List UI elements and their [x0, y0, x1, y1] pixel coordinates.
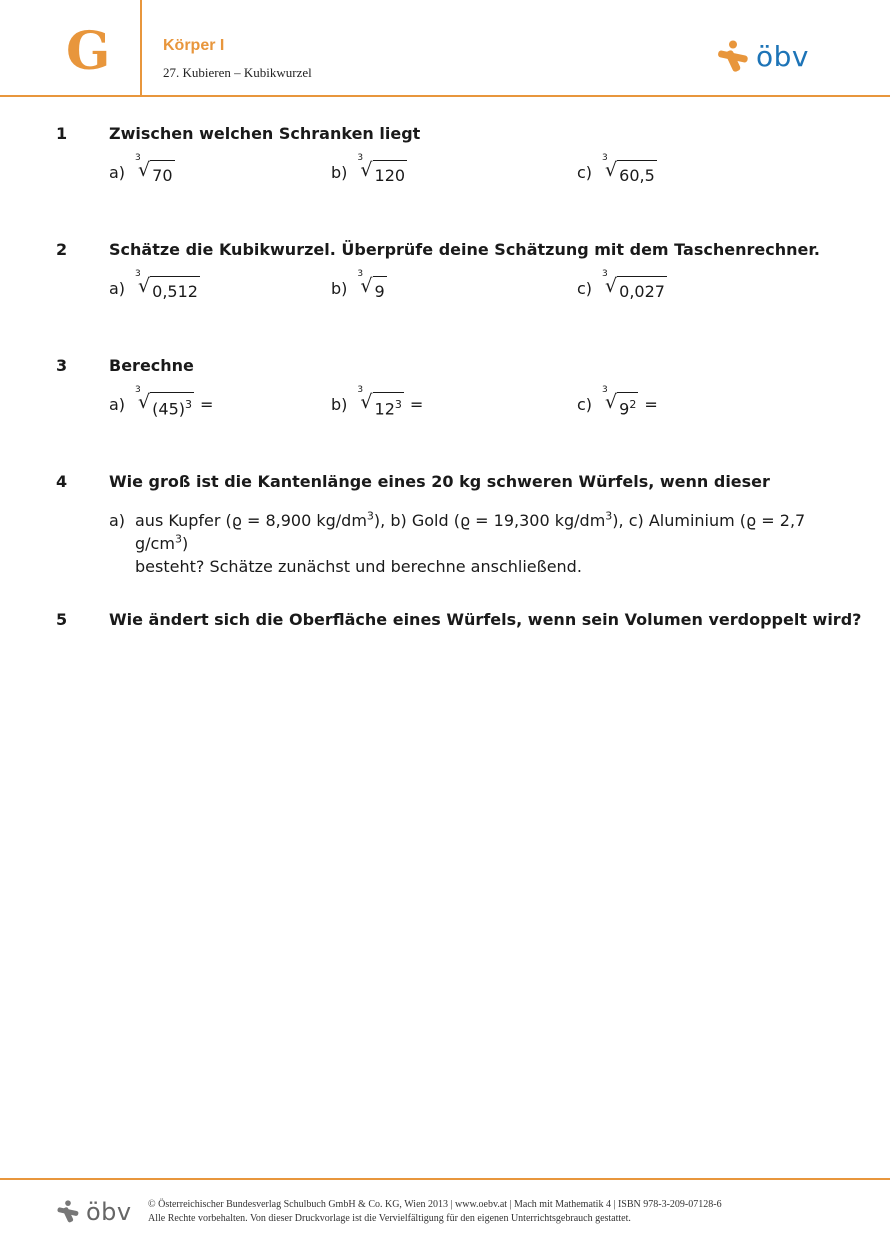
chapter-subtitle: 27. Kubieren – Kubikwurzel: [163, 65, 312, 80]
footer-divider: [0, 1178, 890, 1180]
item-label: c): [577, 395, 593, 414]
item-label: b): [331, 163, 348, 182]
footer-line-2: Alle Rechte vorbehalten. Von dieser Druckvorlage ist die Vervielfältigung für den eigenen Unterrichtsgebrauch gestattet.: [148, 1213, 631, 1224]
radicand-base: (45): [152, 399, 185, 419]
root-sign-icon: √: [360, 159, 373, 181]
footer-copyright: [148, 1198, 722, 1226]
root-index: 3: [602, 385, 608, 395]
task-title: Wie groß ist die Kantenlänge eines 20 kg schweren Würfels, wenn dieser: [109, 472, 770, 491]
equals-sign: =: [200, 395, 214, 414]
item-body: [135, 509, 849, 578]
task-text-item: [109, 509, 849, 578]
task-item: [109, 155, 175, 185]
item-label: c): [577, 279, 593, 298]
cube-root: [134, 387, 194, 418]
radicand-exponent: 2: [629, 398, 637, 411]
item-label: a): [109, 395, 126, 414]
root-sign-icon: √: [138, 391, 151, 413]
logo-wordmark: öbv: [756, 40, 809, 73]
radicand: 60,5: [617, 160, 657, 185]
text-part: ), b) Gold (ϱ = 19,300 kg/dm: [373, 511, 606, 530]
equals-sign: =: [409, 395, 424, 414]
radicand: 9: [373, 276, 387, 301]
item-label: a): [109, 163, 126, 182]
task-number: 4: [56, 472, 68, 491]
radicand: [150, 392, 194, 418]
root-index: 3: [357, 269, 364, 279]
task-item: [331, 387, 423, 418]
radicand-base: 9: [619, 399, 630, 419]
exponent: 3: [605, 509, 613, 523]
root-index: 3: [135, 269, 141, 279]
item-label: a): [109, 279, 126, 298]
cube-root: [134, 155, 174, 185]
root-sign-icon: √: [605, 159, 618, 181]
footer-line-1: © Österreichischer Bundesverlag Schulbuch GmbH & Co. KG, Wien 2013 | www.oebv.at | Mach mit Mathematik 4 | ISBN 978-3-209-07128-6: [148, 1199, 722, 1210]
radicand: 0,027: [617, 276, 667, 301]
root-sign-icon: √: [360, 275, 373, 297]
task-item: [577, 155, 657, 185]
radicand: 120: [373, 160, 408, 185]
task-title: Schätze die Kubikwurzel. Überprüfe deine Schätzung mit dem Taschenrechner.: [109, 240, 821, 259]
item-label: b): [331, 279, 348, 298]
text-part: aus Kupfer (ϱ = 8,900 kg/dm: [135, 511, 367, 530]
root-sign-icon: √: [605, 275, 618, 297]
chapter-title: Körper I: [163, 37, 225, 54]
task-item: [109, 271, 200, 301]
task-item: [109, 387, 213, 418]
text-part: ), c) Aluminium (ϱ = 2,7 g/cm: [135, 511, 806, 553]
root-index: 3: [602, 153, 608, 163]
root-index: 3: [602, 269, 608, 279]
task-items: [0, 271, 890, 301]
cube-root: [601, 271, 667, 301]
equals-sign: =: [644, 395, 658, 414]
radicand-base: 12: [374, 399, 395, 419]
text-line-2: besteht? Schätze zunächst und berechne anschließend.: [135, 557, 582, 576]
exponent: 3: [366, 509, 374, 523]
cube-root: [601, 155, 657, 185]
task-item: [331, 271, 387, 301]
text-part: ): [181, 534, 189, 553]
header-divider: [140, 0, 142, 95]
radicand: [617, 392, 638, 418]
item-label: a): [109, 511, 126, 530]
cube-root: [356, 271, 386, 301]
oebv-star-icon: [56, 1200, 80, 1224]
task-number: 3: [56, 356, 68, 375]
cube-root: [356, 387, 403, 418]
task-title: Wie ändert sich die Oberfläche eines Würfels, wenn sein Volumen verdoppelt wird?: [109, 610, 862, 629]
task-item: [577, 387, 658, 418]
radicand-exponent: 3: [394, 398, 402, 411]
radicand: 70: [150, 160, 174, 185]
task-number: 5: [56, 610, 68, 629]
task-title: Zwischen welchen Schranken liegt: [109, 124, 421, 143]
root-sign-icon: √: [605, 391, 618, 413]
radicand: [373, 392, 404, 418]
task-item: [331, 155, 407, 185]
root-index: 3: [135, 385, 141, 395]
item-label: b): [331, 395, 348, 414]
task-title: Berechne: [109, 356, 194, 375]
publisher-logo: [716, 40, 809, 74]
task-items: [0, 387, 890, 417]
radicand: 0,512: [150, 276, 200, 301]
exponent: 3: [174, 532, 182, 546]
cube-root: [356, 155, 407, 185]
root-index: 3: [357, 385, 364, 395]
grade-letter: G: [66, 21, 111, 82]
root-sign-icon: √: [138, 275, 151, 297]
cube-root: [134, 271, 200, 301]
root-index: 3: [357, 153, 364, 163]
page-header: [0, 0, 890, 97]
cube-root: [601, 387, 638, 418]
task-items: [0, 155, 890, 185]
root-sign-icon: √: [138, 159, 151, 181]
task-number: 1: [56, 124, 68, 143]
item-label: c): [577, 163, 593, 182]
footer-logo: [56, 1200, 132, 1224]
oebv-star-icon: [716, 40, 750, 74]
radicand-exponent: 3: [185, 398, 192, 411]
root-sign-icon: √: [360, 391, 373, 413]
logo-wordmark: öbv: [86, 1198, 132, 1226]
task-item: [577, 271, 667, 301]
root-index: 3: [135, 153, 141, 163]
task-number: 2: [56, 240, 68, 259]
